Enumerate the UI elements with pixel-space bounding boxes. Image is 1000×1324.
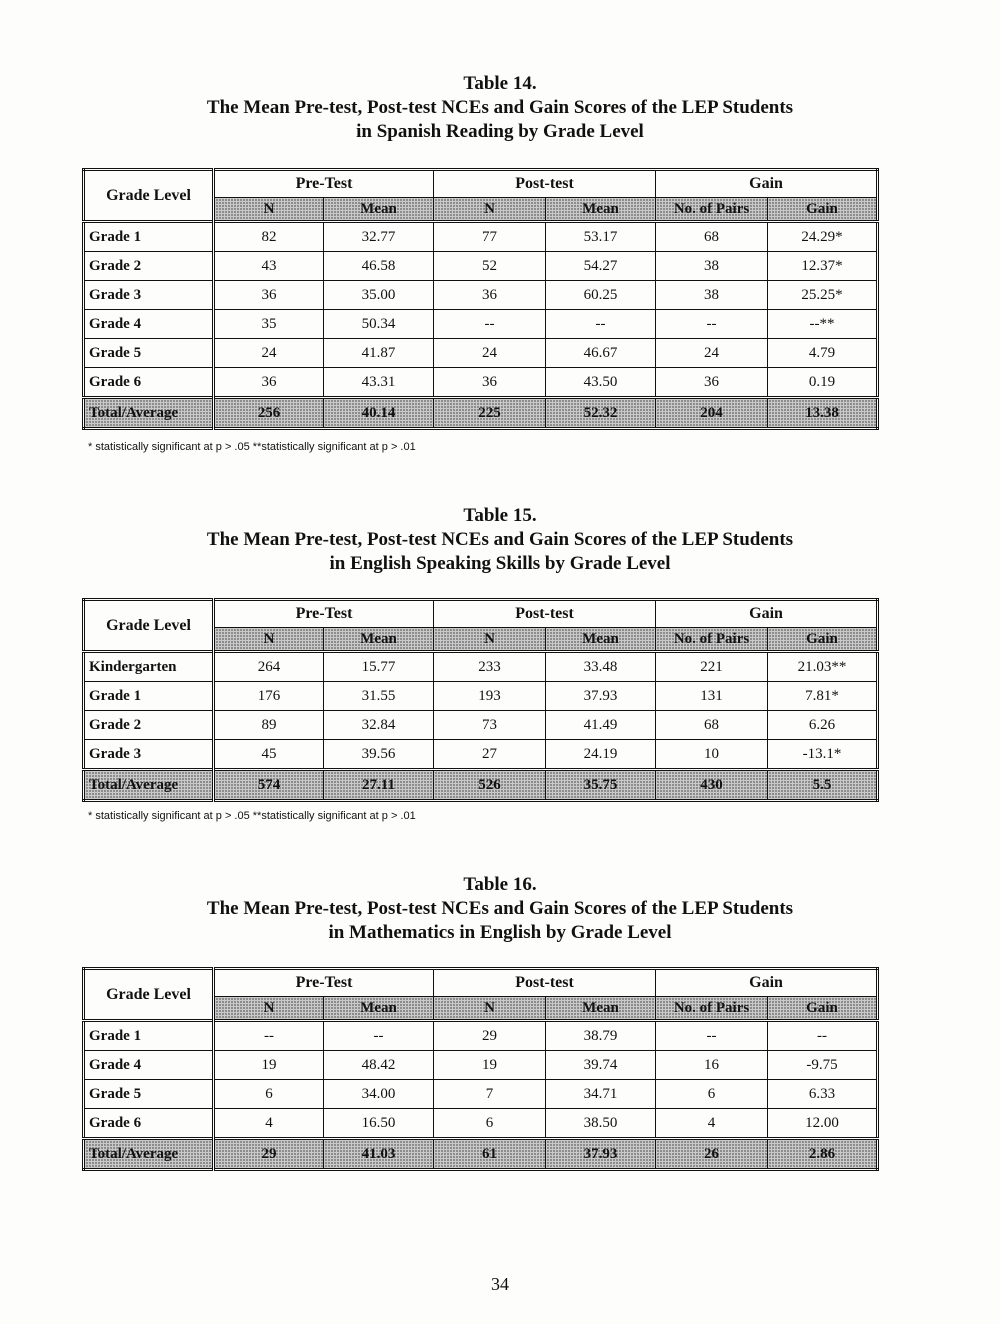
table-cell: 52.32 [546,398,656,429]
table-cell: 35 [214,310,324,339]
table-cell: 19 [214,1051,324,1080]
table-cell: 12.00 [768,1109,878,1139]
header-row [84,969,878,997]
table-cell: 4 [656,1109,768,1139]
table-cell: 35.75 [546,770,656,801]
table-14-caption [0,72,1000,144]
row-label: Grade 5 [84,1080,214,1109]
pre-test-header: Pre-Test [214,969,434,997]
table-row [84,222,878,252]
n-header: N [434,628,546,652]
header-row [84,600,878,628]
table-cell: 27.11 [324,770,434,801]
row-label: Grade 6 [84,368,214,398]
table-subtitle: The Mean Pre-test, Post-test NCEs and Gain Scores of the LEP Students [206,529,794,550]
table-row [84,682,878,711]
mean-header: Mean [546,198,656,222]
table-cell: 430 [656,770,768,801]
row-label: Total/Average [84,398,214,429]
table-cell: 41.49 [546,711,656,740]
table-cell: 27 [434,740,546,770]
table-cell: 24 [434,339,546,368]
n-header: N [214,198,324,222]
pre-test-header: Pre-Test [214,170,434,198]
table-title: Table 16. [463,874,537,895]
table-cell: 61 [434,1139,546,1170]
table-cell: -- [656,1021,768,1051]
table-cell: 36 [434,368,546,398]
row-label: Total/Average [84,1139,214,1170]
table-cell: 0.19 [768,368,878,398]
table-cell: 574 [214,770,324,801]
table-cell: 193 [434,682,546,711]
row-label: Grade 1 [84,222,214,252]
table-cell: 89 [214,711,324,740]
header-row [84,170,878,198]
table-cell: 53.17 [546,222,656,252]
table-cell: 37.93 [546,1139,656,1170]
table-subtitle: in Spanish Reading by Grade Level [356,121,644,142]
table-cell: 34.00 [324,1080,434,1109]
table-cell: 33.48 [546,652,656,682]
table-16 [82,967,879,1171]
row-label: Grade 2 [84,711,214,740]
table-cell: 12.37* [768,252,878,281]
no-of-pairs-header: No. of Pairs [656,997,768,1021]
table-cell: 32.84 [324,711,434,740]
post-test-header: Post-test [434,170,656,198]
table-cell: 204 [656,398,768,429]
table-cell: 24.29* [768,222,878,252]
n-header: N [434,997,546,1021]
table-cell: 77 [434,222,546,252]
table-cell: -- [656,310,768,339]
table-cell: 36 [656,368,768,398]
table-cell: -- [214,1021,324,1051]
table-cell: -- [434,310,546,339]
total-row [84,770,878,801]
table-cell: 34.71 [546,1080,656,1109]
table-cell: 46.58 [324,252,434,281]
row-label: Grade 1 [84,682,214,711]
table-cell: 32.77 [324,222,434,252]
table-cell: 26 [656,1139,768,1170]
mean-header: Mean [324,997,434,1021]
table-row [84,281,878,310]
table-cell: 225 [434,398,546,429]
table-subtitle: The Mean Pre-test, Post-test NCEs and Gain Scores of the LEP Students [206,97,794,118]
table-14 [82,168,879,430]
gain-header: Gain [656,969,878,997]
table-cell: 131 [656,682,768,711]
table-cell: 6 [434,1109,546,1139]
table-cell: 68 [656,711,768,740]
table-subtitle: in Mathematics in English by Grade Level [328,922,672,943]
table-cell: 25.25* [768,281,878,310]
table-row [84,1051,878,1080]
table-row [84,368,878,398]
n-header: N [214,997,324,1021]
grade-level-header: Grade Level [84,170,214,222]
table-cell: 24.19 [546,740,656,770]
row-label: Grade 6 [84,1109,214,1139]
mean-header: Mean [546,997,656,1021]
table-cell: 50.34 [324,310,434,339]
table-row [84,652,878,682]
table-cell: 41.03 [324,1139,434,1170]
table-cell: 46.67 [546,339,656,368]
table-cell: 37.93 [546,682,656,711]
grade-level-header: Grade Level [84,600,214,652]
row-label: Grade 2 [84,252,214,281]
table-cell: 35.00 [324,281,434,310]
table-cell: 38.50 [546,1109,656,1139]
table-cell: 24 [656,339,768,368]
table-cell: 19 [434,1051,546,1080]
significance-note: * statistically significant at p > .05 **statistically significant at p > .01 [88,810,416,822]
table-row [84,252,878,281]
table-16-caption [0,873,1000,945]
table-cell: 40.14 [324,398,434,429]
table-cell: -9.75 [768,1051,878,1080]
row-label: Grade 3 [84,740,214,770]
table-cell: 73 [434,711,546,740]
table-cell: 16 [656,1051,768,1080]
table-cell: 221 [656,652,768,682]
significance-note: * statistically significant at p > .05 **statistically significant at p > .01 [88,441,416,453]
table-title: Table 14. [463,73,537,94]
table-15 [82,598,879,802]
table-row [84,1109,878,1139]
table-cell: 36 [214,368,324,398]
table-cell: 15.77 [324,652,434,682]
table-cell: 176 [214,682,324,711]
post-test-header: Post-test [434,969,656,997]
table-cell: 264 [214,652,324,682]
table-cell: --** [768,310,878,339]
grade-level-header: Grade Level [84,969,214,1021]
table-cell: 2.86 [768,1139,878,1170]
mean-header: Mean [324,628,434,652]
table-subtitle: in English Speaking Skills by Grade Level [329,553,671,574]
table-cell: 38 [656,281,768,310]
page-number: 34 [491,1274,509,1294]
n-header: N [214,628,324,652]
gain-subheader: Gain [768,198,878,222]
gain-header: Gain [656,170,878,198]
table-row [84,740,878,770]
table-row [84,310,878,339]
table-cell: 41.87 [324,339,434,368]
table-row [84,1080,878,1109]
table-cell: 43.50 [546,368,656,398]
table-cell: 48.42 [324,1051,434,1080]
table-cell: 24 [214,339,324,368]
table-cell: 38 [656,252,768,281]
table-15-caption [0,504,1000,576]
table-cell: 39.74 [546,1051,656,1080]
table-cell: 38.79 [546,1021,656,1051]
no-of-pairs-header: No. of Pairs [656,628,768,652]
table-cell: 68 [656,222,768,252]
table-row [84,1021,878,1051]
table-cell: 82 [214,222,324,252]
table-cell: 43 [214,252,324,281]
gain-header: Gain [656,600,878,628]
table-cell: -- [546,310,656,339]
row-label: Grade 5 [84,339,214,368]
gain-subheader: Gain [768,997,878,1021]
table-cell: 13.38 [768,398,878,429]
table-row [84,711,878,740]
table-cell: 43.31 [324,368,434,398]
table-cell: 39.56 [324,740,434,770]
total-row [84,398,878,429]
table-cell: -- [324,1021,434,1051]
table-cell: 233 [434,652,546,682]
total-row [84,1139,878,1170]
table-cell: 6 [214,1080,324,1109]
table-cell: 54.27 [546,252,656,281]
row-label: Total/Average [84,770,214,801]
table-cell: 45 [214,740,324,770]
table-cell: -13.1* [768,740,878,770]
table-cell: 7 [434,1080,546,1109]
table-cell: 256 [214,398,324,429]
table-cell: 6.33 [768,1080,878,1109]
table-cell: 6 [656,1080,768,1109]
table-subtitle: The Mean Pre-test, Post-test NCEs and Gain Scores of the LEP Students [206,898,794,919]
no-of-pairs-header: No. of Pairs [656,198,768,222]
pre-test-header: Pre-Test [214,600,434,628]
row-label: Grade 1 [84,1021,214,1051]
table-cell: 526 [434,770,546,801]
row-label: Grade 4 [84,1051,214,1080]
table-cell: 21.03** [768,652,878,682]
table-cell: 52 [434,252,546,281]
mean-header: Mean [324,198,434,222]
n-header: N [434,198,546,222]
mean-header: Mean [546,628,656,652]
row-label: Kindergarten [84,652,214,682]
table-cell: 5.5 [768,770,878,801]
table-cell: 36 [434,281,546,310]
table-cell: 10 [656,740,768,770]
table-cell: 29 [214,1139,324,1170]
post-test-header: Post-test [434,600,656,628]
table-cell: 31.55 [324,682,434,711]
gain-subheader: Gain [768,628,878,652]
table-title: Table 15. [463,505,537,526]
table-cell: 4 [214,1109,324,1139]
table-cell: 36 [214,281,324,310]
table-row [84,339,878,368]
table-cell: -- [768,1021,878,1051]
table-cell: 7.81* [768,682,878,711]
table-cell: 16.50 [324,1109,434,1139]
table-cell: 4.79 [768,339,878,368]
table-cell: 6.26 [768,711,878,740]
row-label: Grade 4 [84,310,214,339]
row-label: Grade 3 [84,281,214,310]
table-cell: 60.25 [546,281,656,310]
table-cell: 29 [434,1021,546,1051]
